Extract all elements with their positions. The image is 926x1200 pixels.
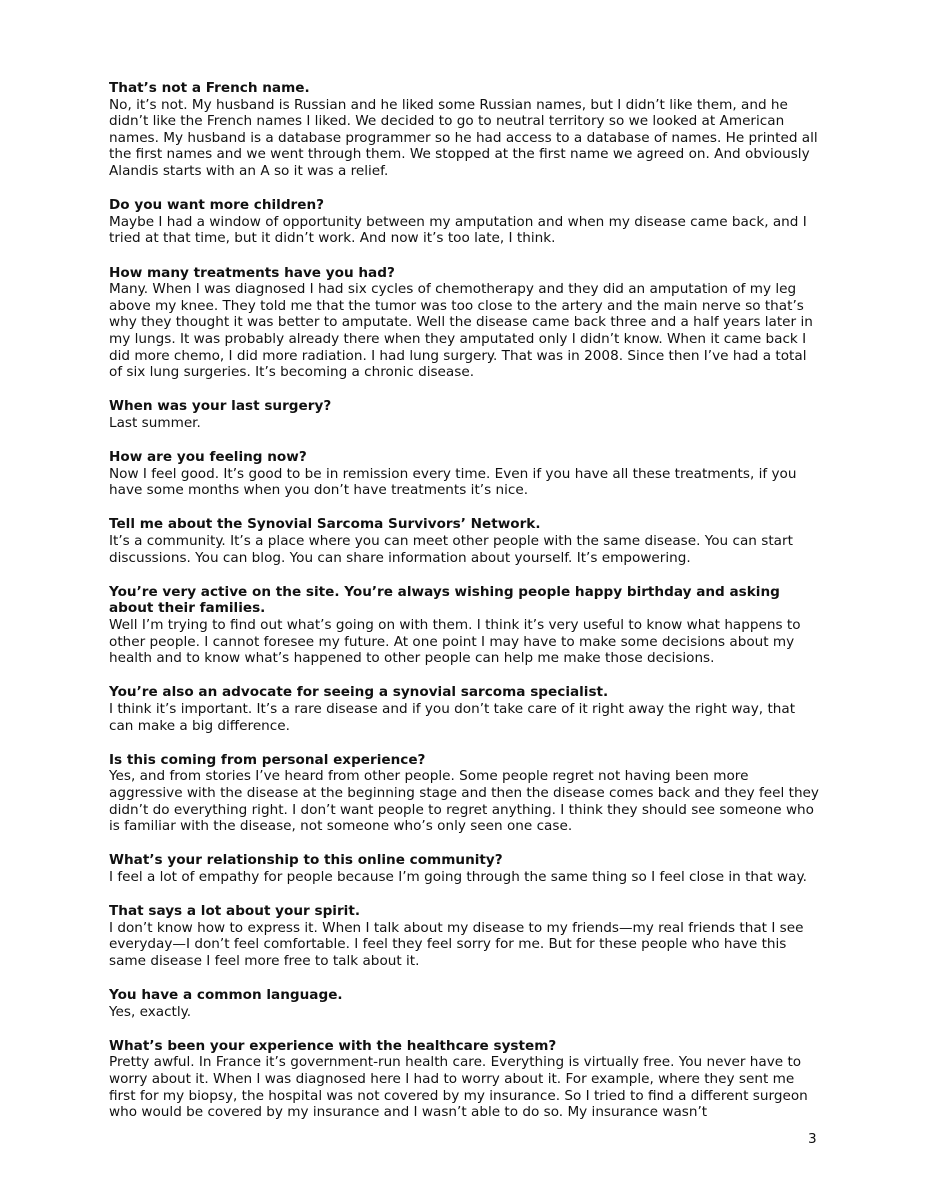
qa-block-advocate	[109, 684, 821, 734]
answer: Maybe I had a window of opportunity between my amputation and when my disease came back, and I tried at that time, but it didn’t work. And now it’s too late, I think.	[109, 213, 807, 247]
qa-block-network	[109, 516, 821, 566]
answer: It’s a community. It’s a place where you can meet other people with the same disease. You can start discussions. You can blog. You can share information about yourself. It’s empowering.	[109, 533, 793, 566]
answer: Yes, and from stories I’ve heard from other people. Some people regret not having been more aggressive with the disease at the beginning stage and then the disease comes back and they feel they didn’t do everything right. I don’t want people to regret anything. I think they should see someone who is familiar with the disease, not someone who’s only seen one case.	[109, 768, 819, 835]
page-number: 3	[808, 1131, 817, 1147]
qa-block-healthcare	[109, 1038, 821, 1121]
question: You’re very active on the site. You’re always wishing people happy birthday and asking about their families.	[109, 583, 780, 617]
answer: I don’t know how to express it. When I talk about my disease to my friends—my real friends that I see everyday—I don’t feel comfortable. I feel they feel sorry for me. But for these people who have this same disease I feel more free to talk about it.	[109, 919, 804, 969]
qa-block-treatments	[109, 265, 821, 381]
question: How are you feeling now?	[109, 449, 307, 466]
question: When was your last surgery?	[109, 398, 332, 415]
question: That’s not a French name.	[109, 80, 310, 96]
answer: Now I feel good. It’s good to be in remission every time. Even if you have all these treatments, if you have some months when you don’t have treatments it’s nice.	[109, 465, 797, 499]
qa-block-experience	[109, 752, 821, 835]
question: Tell me about the Synovial Sarcoma Survivors’ Network.	[109, 516, 541, 533]
answer: I feel a lot of empathy for people because I’m going through the same thing so I feel close in that way.	[109, 868, 807, 885]
answer: Pretty awful. In France it’s government-run health care. Everything is virtually free. You never have to worry about it. When I was diagnosed here I had to worry about it. For example, where they sent me first for my biopsy, the hospital was not covered by my insurance. So I tried to find a different surgeon who would be covered by my insurance and I wasn’t able to do so. My insurance wasn’t	[109, 1054, 808, 1121]
qa-block-name	[109, 80, 821, 180]
qa-block-children	[109, 197, 821, 247]
question: Do you want more children?	[109, 197, 325, 214]
qa-block-last-surgery	[109, 398, 821, 431]
answer: Last summer.	[109, 414, 201, 431]
qa-block-spirit	[109, 903, 821, 969]
question: What’s been your experience with the healthcare system?	[109, 1037, 557, 1054]
qa-block-active	[109, 584, 821, 667]
interview-page	[109, 80, 821, 1138]
question: That says a lot about your spirit.	[109, 903, 360, 920]
question: How many treatments have you had?	[109, 264, 395, 281]
answer: Many. When I was diagnosed I had six cycles of chemotherapy and they did an amputation of my leg above my knee. They told me that the tumor was too close to the artery and the main nerve so that’s why they thought it was better to amputate. Well the disease came back three and a half years later in my lungs. It was probably already there when they amputated only I didn’t know. When it came back I did more chemo, I did more radiation. I had lung surgery. That was in 2008. Since then I’ve had a total of six lung surgeries. It’s becoming a chronic disease.	[109, 281, 813, 381]
answer: Well I’m trying to find out what’s going on with them. I think it’s very useful to know what happens to other people. I cannot foresee my future. At one point I may have to make some decisions about my health and to know what’s happened to other people can help me make those decisions.	[109, 617, 801, 667]
question: Is this coming from personal experience?	[109, 751, 426, 768]
question: What’s your relationship to this online community?	[109, 852, 503, 869]
qa-block-feeling	[109, 449, 821, 499]
question: You have a common language.	[109, 987, 343, 1004]
answer: No, it’s not. My husband is Russian and he liked some Russian names, but I didn’t like them, and he didn’t like the French names I liked. We decided to go to neutral territory so we looked at American names. My husband is a database programmer so he had access to a database of names. He printed all the first names and we went through them. We stopped at the first name we agreed on. And obviously Alandis starts with an A so it was a relief.	[109, 96, 818, 179]
qa-block-relationship	[109, 852, 821, 885]
qa-block-language	[109, 987, 821, 1020]
question: You’re also an advocate for seeing a synovial sarcoma specialist.	[109, 684, 609, 701]
answer: Yes, exactly.	[109, 1003, 192, 1020]
answer: I think it’s important. It’s a rare disease and if you don’t take care of it right away the right way, that can make a big difference.	[109, 700, 796, 734]
